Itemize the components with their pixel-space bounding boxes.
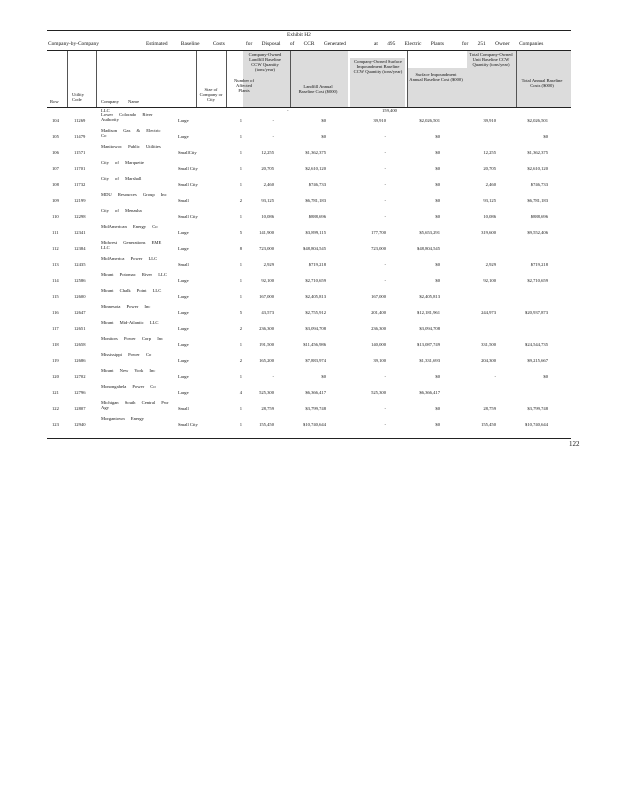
utility-code: 12341 xyxy=(74,230,86,235)
row-number: 116 xyxy=(52,310,59,315)
impound-qty: - xyxy=(384,182,386,187)
row-number: 109 xyxy=(52,198,59,203)
impound-qty: - xyxy=(384,422,386,427)
header-rule xyxy=(47,107,571,108)
impound-qty: - xyxy=(384,262,386,267)
title-mid1: Estimated Baseline Costs xyxy=(146,41,225,47)
landfill-cost: $3,899,115 xyxy=(305,230,326,235)
plant-count: 2 xyxy=(239,198,242,203)
exhibit-label: Exhibit H2 xyxy=(287,32,311,38)
company-name: City of Marquette xyxy=(101,160,144,165)
company-name: Manitowoc Public Utilities xyxy=(101,144,161,149)
utility-code: 12702 xyxy=(74,374,86,379)
plant-count: 1 xyxy=(239,134,242,139)
company-name: Michigan South Central Pwr Agy xyxy=(101,400,169,410)
landfill-qty: 20,705 xyxy=(261,166,274,171)
impound-qty: - xyxy=(384,134,386,139)
vline-1 xyxy=(67,51,68,107)
company-name: Midwest Generations EME LLC xyxy=(101,240,162,250)
plant-count: 1 xyxy=(239,342,242,347)
plant-count: 2 xyxy=(239,358,242,363)
row-number: 121 xyxy=(52,390,59,395)
plant-count: 5 xyxy=(239,230,242,235)
landfill-cost: $0 xyxy=(321,374,326,379)
utility-code: 12686 xyxy=(74,358,86,363)
impound-cost: $12,181,961 xyxy=(417,310,440,315)
landfill-qty: 723,000 xyxy=(259,246,274,251)
impound-cost: $0 xyxy=(435,374,440,379)
impound-qty: 236,300 xyxy=(371,326,386,331)
company-name: Mirant Chalk Point LLC xyxy=(101,288,162,293)
company-size: Small City xyxy=(178,182,198,187)
total-cost: $24,544,735 xyxy=(525,342,548,347)
company-size: Small City xyxy=(178,214,198,219)
plant-count: 1 xyxy=(239,182,242,187)
plant-count: 1 xyxy=(239,406,242,411)
company-size: Large xyxy=(178,278,189,283)
total-cost: $2,610,120 xyxy=(527,166,548,171)
total-cost: $0 xyxy=(543,134,548,139)
utility-code: 11269 xyxy=(74,118,86,123)
landfill-cost: $3,094,708 xyxy=(305,326,326,331)
row-number: 117 xyxy=(52,326,59,331)
utility-code: 11571 xyxy=(74,150,86,155)
impound-cost: $0 xyxy=(435,134,440,139)
total-qty: 39,910 xyxy=(483,118,496,123)
bottom-rule xyxy=(47,438,571,439)
company-size: Small City xyxy=(178,166,198,171)
impound-qty: 177,700 xyxy=(371,230,386,235)
landfill-qty: 2,929 xyxy=(263,262,274,267)
impound-cost: $0 xyxy=(435,422,440,427)
utility-code: 12199 xyxy=(74,198,86,203)
total-qty: 319,600 xyxy=(481,230,496,235)
company-size: Large xyxy=(178,358,189,363)
col-header-impound-qty: Company-Owned Surface Impoundment Baseline CCW Quantity (tons/year) xyxy=(353,59,403,74)
utility-code: 12807 xyxy=(74,406,86,411)
landfill-qty: - xyxy=(272,134,274,139)
utility-code: 12384 xyxy=(74,246,86,251)
col-header-utility-code: Utility Code xyxy=(72,92,84,102)
plant-count: 1 xyxy=(239,118,242,123)
landfill-cost: $2,755,912 xyxy=(305,310,326,315)
landfill-qty: 141,900 xyxy=(259,230,274,235)
total-cost: $9,552,406 xyxy=(527,230,548,235)
landfill-cost: $10,740,644 xyxy=(303,422,326,427)
company-size: Small xyxy=(178,406,189,411)
plant-count: 1 xyxy=(239,214,242,219)
landfill-qty: 165,200 xyxy=(259,358,274,363)
plant-count: 1 xyxy=(239,294,242,299)
landfill-cost: $48,804,545 xyxy=(303,246,326,251)
vline-3 xyxy=(196,51,197,107)
landfill-qty: - xyxy=(272,374,274,379)
impound-qty: - xyxy=(384,150,386,155)
company-name: Monitors Power Corp Inc xyxy=(101,336,164,341)
plant-count: 8 xyxy=(239,246,242,251)
impound-qty: 39,910 xyxy=(373,118,386,123)
impound-cost: $2,026,501 xyxy=(419,118,440,123)
utility-code: 12658 xyxy=(74,342,86,347)
utility-code: 12298 xyxy=(74,214,86,219)
total-qty: 92,100 xyxy=(483,278,496,283)
impound-qty: 525,300 xyxy=(371,390,386,395)
company-name: Mississippi Power Co xyxy=(101,352,152,357)
company-size: Large xyxy=(178,134,189,139)
total-qty: 244,973 xyxy=(481,310,496,315)
top-rule xyxy=(47,30,571,31)
landfill-cost: $1,362,375 xyxy=(305,150,326,155)
total-qty: 10,086 xyxy=(483,214,496,219)
total-qty: 155,450 xyxy=(481,422,496,427)
company-size: Large xyxy=(178,294,189,299)
company-name: City of Menasha xyxy=(101,208,142,213)
row-number: 113 xyxy=(52,262,59,267)
company-size: Large xyxy=(178,246,189,251)
landfill-cost: $0 xyxy=(321,118,326,123)
col-header-total-qty: Total Company-Owned Unit Baseline CCW Quantity (tons/year) xyxy=(469,52,513,67)
impound-qty: 167,000 xyxy=(371,294,386,299)
vline-6 xyxy=(407,51,408,107)
row-number: 114 xyxy=(52,278,59,283)
plant-count: 1 xyxy=(239,262,242,267)
impound-cost: $0 xyxy=(435,150,440,155)
plant-count: 1 xyxy=(239,422,242,427)
landfill-qty: 43,573 xyxy=(261,310,274,315)
col-header-plants: Number of Affected Plants xyxy=(233,78,255,93)
impound-cost: $2,405,813 xyxy=(419,294,440,299)
total-cost: $2,710,659 xyxy=(527,278,548,283)
col-header-row: Row xyxy=(50,99,59,104)
row-number: 118 xyxy=(52,342,59,347)
company-size: Large xyxy=(178,230,189,235)
total-cost: $10,740,644 xyxy=(525,422,548,427)
impound-cost: $0 xyxy=(435,166,440,171)
impound-qty: 140,000 xyxy=(371,342,386,347)
total-cost: $888,696 xyxy=(530,214,548,219)
impound-cost: $0 xyxy=(435,406,440,411)
landfill-cost: $6,781,183 xyxy=(305,198,326,203)
row-number: 115 xyxy=(52,294,59,299)
utility-code: 12586 xyxy=(74,278,86,283)
landfill-cost: $2,405,813 xyxy=(305,294,326,299)
plant-count: 1 xyxy=(239,166,242,171)
row-number: 107 xyxy=(52,166,59,171)
total-qty: 2,929 xyxy=(485,262,496,267)
row-number: 110 xyxy=(52,214,59,219)
impound-qty: 39,100 xyxy=(373,358,386,363)
utility-code: 11732 xyxy=(74,182,86,187)
landfill-qty: 93,125 xyxy=(261,198,274,203)
company-size: Large xyxy=(178,326,189,331)
row-number: 105 xyxy=(52,134,59,139)
company-name: Monongahela Power Co xyxy=(101,384,156,389)
total-qty: 20,705 xyxy=(483,166,496,171)
col-header-size: Size of Company or City xyxy=(199,87,223,102)
company-name: Madison Gas & Electric Co xyxy=(101,128,161,138)
total-cost: $3,799,748 xyxy=(527,406,548,411)
landfill-qty: - xyxy=(272,118,274,123)
utility-code: 12651 xyxy=(74,326,86,331)
landfill-cost: $2,610,120 xyxy=(305,166,326,171)
landfill-qty: 92,100 xyxy=(261,278,274,283)
row-number: 123 xyxy=(52,422,59,427)
utility-code: 11479 xyxy=(74,134,86,139)
utility-code: 11701 xyxy=(74,166,86,171)
utility-code: 12796 xyxy=(74,390,86,395)
landfill-cost: $7,883,974 xyxy=(305,358,326,363)
plant-count: 1 xyxy=(239,278,242,283)
total-qty: - xyxy=(494,374,496,379)
impound-cost: $0 xyxy=(435,278,440,283)
landfill-cost: $888,696 xyxy=(308,214,326,219)
impound-cost: $0 xyxy=(435,182,440,187)
total-cost: $6,781,183 xyxy=(527,198,548,203)
row-number: 106 xyxy=(52,150,59,155)
landfill-cost: $6,366,417 xyxy=(305,390,326,395)
company-size: Small xyxy=(178,198,189,203)
carry-over-name: LLC xyxy=(101,108,110,113)
total-cost: $719,218 xyxy=(530,262,548,267)
impound-qty: - xyxy=(384,406,386,411)
landfill-qty: 155,450 xyxy=(259,422,274,427)
total-cost: $0 xyxy=(543,374,548,379)
impound-qty: - xyxy=(384,214,386,219)
company-size: SmallCity xyxy=(178,150,197,155)
impound-cost: $0 xyxy=(435,198,440,203)
company-size: Small City xyxy=(178,422,198,427)
company-name: MDU Resources Group Inc xyxy=(101,192,167,197)
row-number: 104 xyxy=(52,118,59,123)
impound-qty: - xyxy=(384,198,386,203)
impound-qty: - xyxy=(384,278,386,283)
impound-cost: $0 xyxy=(435,214,440,219)
total-cost: $2,026,501 xyxy=(527,118,548,123)
vline-7 xyxy=(516,51,517,107)
row-number: 111 xyxy=(52,230,59,235)
vline-2 xyxy=(96,51,97,107)
impound-cost: $48,804,545 xyxy=(417,246,440,251)
row-number: 122 xyxy=(52,406,59,411)
col-header-landfill-cost: Landfill Annual Baseline Cost ($000) xyxy=(298,84,338,94)
company-name: City of Marshall xyxy=(101,176,142,181)
company-size: Large xyxy=(178,310,189,315)
company-size: Large xyxy=(178,342,189,347)
title-left: Company-by-Company xyxy=(48,41,99,47)
total-cost: $1,362,375 xyxy=(527,150,548,155)
impound-qty: 723,000 xyxy=(371,246,386,251)
plant-count: 1 xyxy=(239,374,242,379)
impound-cost: $0 xyxy=(435,262,440,267)
company-name: MidAmerican Energy Co xyxy=(101,224,158,229)
impound-cost: $5,653,291 xyxy=(419,230,440,235)
row-number: 112 xyxy=(52,246,59,251)
impound-cost: $13,087,749 xyxy=(417,342,440,347)
col-header-company-name: Company Name xyxy=(101,99,139,104)
total-qty: 331,500 xyxy=(481,342,496,347)
impound-qty: - xyxy=(384,374,386,379)
company-name: Morgantown Energy xyxy=(101,416,144,421)
plant-count: 1 xyxy=(239,150,242,155)
plant-count: 4 xyxy=(239,390,242,395)
landfill-cost: $11,456,986 xyxy=(303,342,326,347)
plant-count: 2 xyxy=(239,326,242,331)
company-name: Mirant Mid-Atlantic LLC xyxy=(101,320,159,325)
landfill-qty: 191,500 xyxy=(259,342,274,347)
landfill-cost: $3,799,748 xyxy=(305,406,326,411)
vline-4 xyxy=(226,51,227,107)
landfill-cost: $2,710,659 xyxy=(305,278,326,283)
landfill-cost: $746,733 xyxy=(308,182,326,187)
landfill-qty: 525,300 xyxy=(259,390,274,395)
company-size: Large xyxy=(178,374,189,379)
landfill-qty: 167,000 xyxy=(259,294,274,299)
impound-cost: $1,331,693 xyxy=(419,358,440,363)
company-size: Large xyxy=(178,118,189,123)
landfill-qty: 2,460 xyxy=(263,182,274,187)
utility-code: 12435 xyxy=(74,262,86,267)
company-size: Small xyxy=(178,262,189,267)
landfill-qty: 28,759 xyxy=(261,406,274,411)
landfill-cost: $0 xyxy=(321,134,326,139)
col-header-total-cost: Total Annual Baseline Costs ($000) xyxy=(521,78,563,88)
total-qty: 12,255 xyxy=(483,150,496,155)
carry-over-lf-qty: - xyxy=(287,108,289,113)
total-qty: 93,125 xyxy=(483,198,496,203)
page-number: 122 xyxy=(569,440,580,448)
company-name: Lower Colorado River Authority xyxy=(101,112,153,122)
landfill-qty: 10,086 xyxy=(261,214,274,219)
row-number: 120 xyxy=(52,374,59,379)
landfill-qty: 12,255 xyxy=(261,150,274,155)
title-right: for 251 Owner Companies xyxy=(462,41,544,47)
total-cost: $746,733 xyxy=(530,182,548,187)
total-qty: 204,300 xyxy=(481,358,496,363)
title-mid3: at 495 Electric Plants xyxy=(374,41,444,47)
total-cost: $9,215,667 xyxy=(527,358,548,363)
total-qty: 28,759 xyxy=(483,406,496,411)
impound-qty: - xyxy=(384,166,386,171)
row-number: 108 xyxy=(52,182,59,187)
col-header-impound-cost: Surface Impoundment Annual Baseline Cost ($000) xyxy=(409,72,463,82)
title-mid2: for Disposal of CCR Generated xyxy=(246,41,346,47)
carry-over-si-qty: 159,400 xyxy=(382,108,397,113)
total-cost: $20,937,873 xyxy=(525,310,548,315)
utility-code: 12600 xyxy=(74,294,86,299)
plant-count: 5 xyxy=(239,310,242,315)
landfill-cost: $719,218 xyxy=(308,262,326,267)
company-name: MidAmerica Power LLC xyxy=(101,256,158,261)
company-name: Mirant New York Inc xyxy=(101,368,156,373)
impound-cost: $3,094,708 xyxy=(419,326,440,331)
company-size: Large xyxy=(178,390,189,395)
impound-qty: 201,400 xyxy=(371,310,386,315)
company-name: Mirant Potomac River LLC xyxy=(101,272,167,277)
landfill-qty: 236,300 xyxy=(259,326,274,331)
utility-code: 12647 xyxy=(74,310,86,315)
utility-code: 12940 xyxy=(74,422,86,427)
row-number: 119 xyxy=(52,358,59,363)
col-header-landfill-qty: Company-Owned Landfill Baseline CCW Quantity (tons/year) xyxy=(248,52,282,72)
total-qty: 2,460 xyxy=(485,182,496,187)
impound-cost: $6,366,417 xyxy=(419,390,440,395)
company-name: Minnesota Power Inc xyxy=(101,304,151,309)
vline-5 xyxy=(290,51,291,107)
